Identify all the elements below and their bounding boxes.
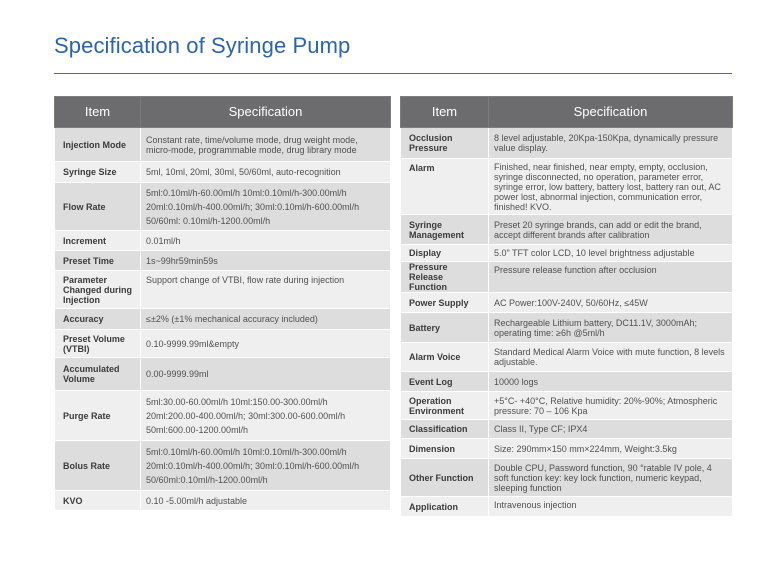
row-spec: 0.00-9999.99ml — [141, 358, 391, 391]
row-item: Power Supply — [401, 293, 489, 313]
table-row — [55, 251, 391, 271]
table-row — [401, 128, 733, 159]
row-item: Purge Rate — [55, 391, 141, 441]
table-row — [55, 441, 391, 491]
row-item: Display — [401, 245, 489, 262]
row-item: Preset Volume (VTBI) — [55, 330, 141, 358]
row-item: Injection Mode — [55, 128, 141, 162]
row-item: Syringe Management — [401, 215, 489, 245]
table-row — [55, 231, 391, 251]
left-header-specification: Specification — [141, 97, 391, 128]
table-row — [401, 372, 733, 392]
table-row — [55, 271, 391, 309]
row-spec: 0.01ml/h — [141, 231, 391, 251]
table-row — [55, 491, 391, 511]
table-row — [401, 459, 733, 497]
left-table-header — [55, 97, 391, 128]
row-item: Operation Environment — [401, 392, 489, 420]
row-spec: Class II, Type CF; IPX4 — [489, 420, 733, 439]
row-spec: Size: 290mm×150 mm×224mm, Weight:3.5kg — [489, 439, 733, 459]
row-item: Occlusion Pressure — [401, 128, 489, 159]
table-row — [55, 330, 391, 358]
row-item: Accumulated Volume — [55, 358, 141, 391]
right-header-specification: Specification — [489, 97, 733, 128]
row-item: Event Log — [401, 372, 489, 392]
row-item: Bolus Rate — [55, 441, 141, 491]
right-spec-table — [400, 96, 733, 517]
row-spec: Standard Medical Alarm Voice with mute function, 8 levels adjustable. — [489, 343, 733, 372]
table-row — [401, 439, 733, 459]
row-spec: +5°C- +40°C, Relative humidity: 20%-90%; Atmospheric pressure: 70 – 106 Kpa — [489, 392, 733, 420]
table-row — [401, 313, 733, 343]
row-spec: 0.10-9999.99ml&empty — [141, 330, 391, 358]
table-row — [55, 183, 391, 231]
row-spec: 5ml:0.10ml/h-60.00ml/h 10ml:0.10ml/h-300.00ml/h 20ml:0.10ml/h-400.00ml/h; 30ml:0.10ml/h-600.00ml/h 50/60ml: 0.10ml/h-1200.00ml/h — [141, 183, 391, 231]
row-item: Alarm — [401, 159, 489, 215]
table-row — [401, 293, 733, 313]
row-item: Preset Time — [55, 251, 141, 271]
row-item: KVO — [55, 491, 141, 511]
table-row — [55, 162, 391, 183]
row-spec: 5ml, 10ml, 20ml, 30ml, 50/60ml, auto-recognition — [141, 162, 391, 183]
table-row — [401, 420, 733, 439]
row-item: Other Function — [401, 459, 489, 497]
row-item: Parameter Changed during Injection — [55, 271, 141, 309]
table-row — [55, 358, 391, 391]
row-item: Pressure Release Function — [401, 262, 489, 293]
table-row — [55, 128, 391, 162]
row-spec: 0.10 -5.00ml/h adjustable — [141, 491, 391, 511]
table-row — [401, 245, 733, 262]
row-spec: Support change of VTBI, flow rate during injection — [141, 271, 391, 309]
row-spec: 5ml:0.10ml/h-60.00ml/h 10ml:0.10ml/h-300.00ml/h 20ml:0.10ml/h-400.00ml/h; 30ml:0.10ml/h-600.00ml/h 50/60ml:0.10ml/h-1200.00ml/h — [141, 441, 391, 491]
row-spec: Preset 20 syringe brands, can add or edit the brand, accept different brands after calibration — [489, 215, 733, 245]
right-table-header — [401, 97, 733, 128]
right-header-item: Item — [401, 97, 489, 128]
page-title: Specification of Syringe Pump — [54, 33, 351, 58]
row-item: Flow Rate — [55, 183, 141, 231]
row-spec: 8 level adjustable, 20Kpa-150Kpa, dynamically pressure value display. — [489, 128, 733, 159]
left-header-item: Item — [55, 97, 141, 128]
row-item: Syringe Size — [55, 162, 141, 183]
row-spec: 1s~99hr59min59s — [141, 251, 391, 271]
table-row — [55, 391, 391, 441]
table-row — [401, 159, 733, 215]
row-spec: 10000 logs — [489, 372, 733, 392]
table-row — [401, 343, 733, 372]
row-spec: Constant rate, time/volume mode, drug weight mode, micro-mode, programmable mode, drug library mode — [141, 128, 391, 162]
row-item: Increment — [55, 231, 141, 251]
row-spec: Rechargeable Lithium battery, DC11.1V, 3000mAh; operating time: ≥6h @5ml/h — [489, 313, 733, 343]
table-row — [401, 215, 733, 245]
table-row — [401, 392, 733, 420]
title-divider — [54, 73, 732, 74]
row-spec: 5.0" TFT color LCD, 10 level brightness adjustable — [489, 245, 733, 262]
table-row — [401, 497, 733, 517]
row-item: Battery — [401, 313, 489, 343]
row-item: Accuracy — [55, 309, 141, 330]
row-item: Dimension — [401, 439, 489, 459]
row-spec: Pressure release function after occlusion — [489, 262, 733, 293]
row-item: Application — [401, 497, 489, 517]
row-spec: Double CPU, Password function, 90 °ratable IV pole, 4 soft function key: key lock function, numeric keypad, sleeping function — [489, 459, 733, 497]
table-row — [401, 262, 733, 293]
row-spec: AC Power:100V-240V, 50/60Hz, ≤45W — [489, 293, 733, 313]
table-row — [55, 309, 391, 330]
row-item: Classification — [401, 420, 489, 439]
row-item: Alarm Voice — [401, 343, 489, 372]
left-spec-table — [54, 96, 391, 511]
row-spec: Intravenous injection — [489, 497, 733, 517]
row-spec: Finished, near finished, near empty, empty, occlusion, syringe disconnected, no operation, parameter error, syringe error, low battery, battery lost, battery ran out, AC power lost, abnormal injection, communication error, finished! KVO. — [489, 159, 733, 215]
row-spec: ≤±2% (±1% mechanical accuracy included) — [141, 309, 391, 330]
row-spec: 5ml:30.00-60.00ml/h 10ml:150.00-300.00ml/h 20ml:200.00-400.00ml/h; 30ml:300.00-600.00ml/h 50ml:600.00-1200.00ml/h — [141, 391, 391, 441]
